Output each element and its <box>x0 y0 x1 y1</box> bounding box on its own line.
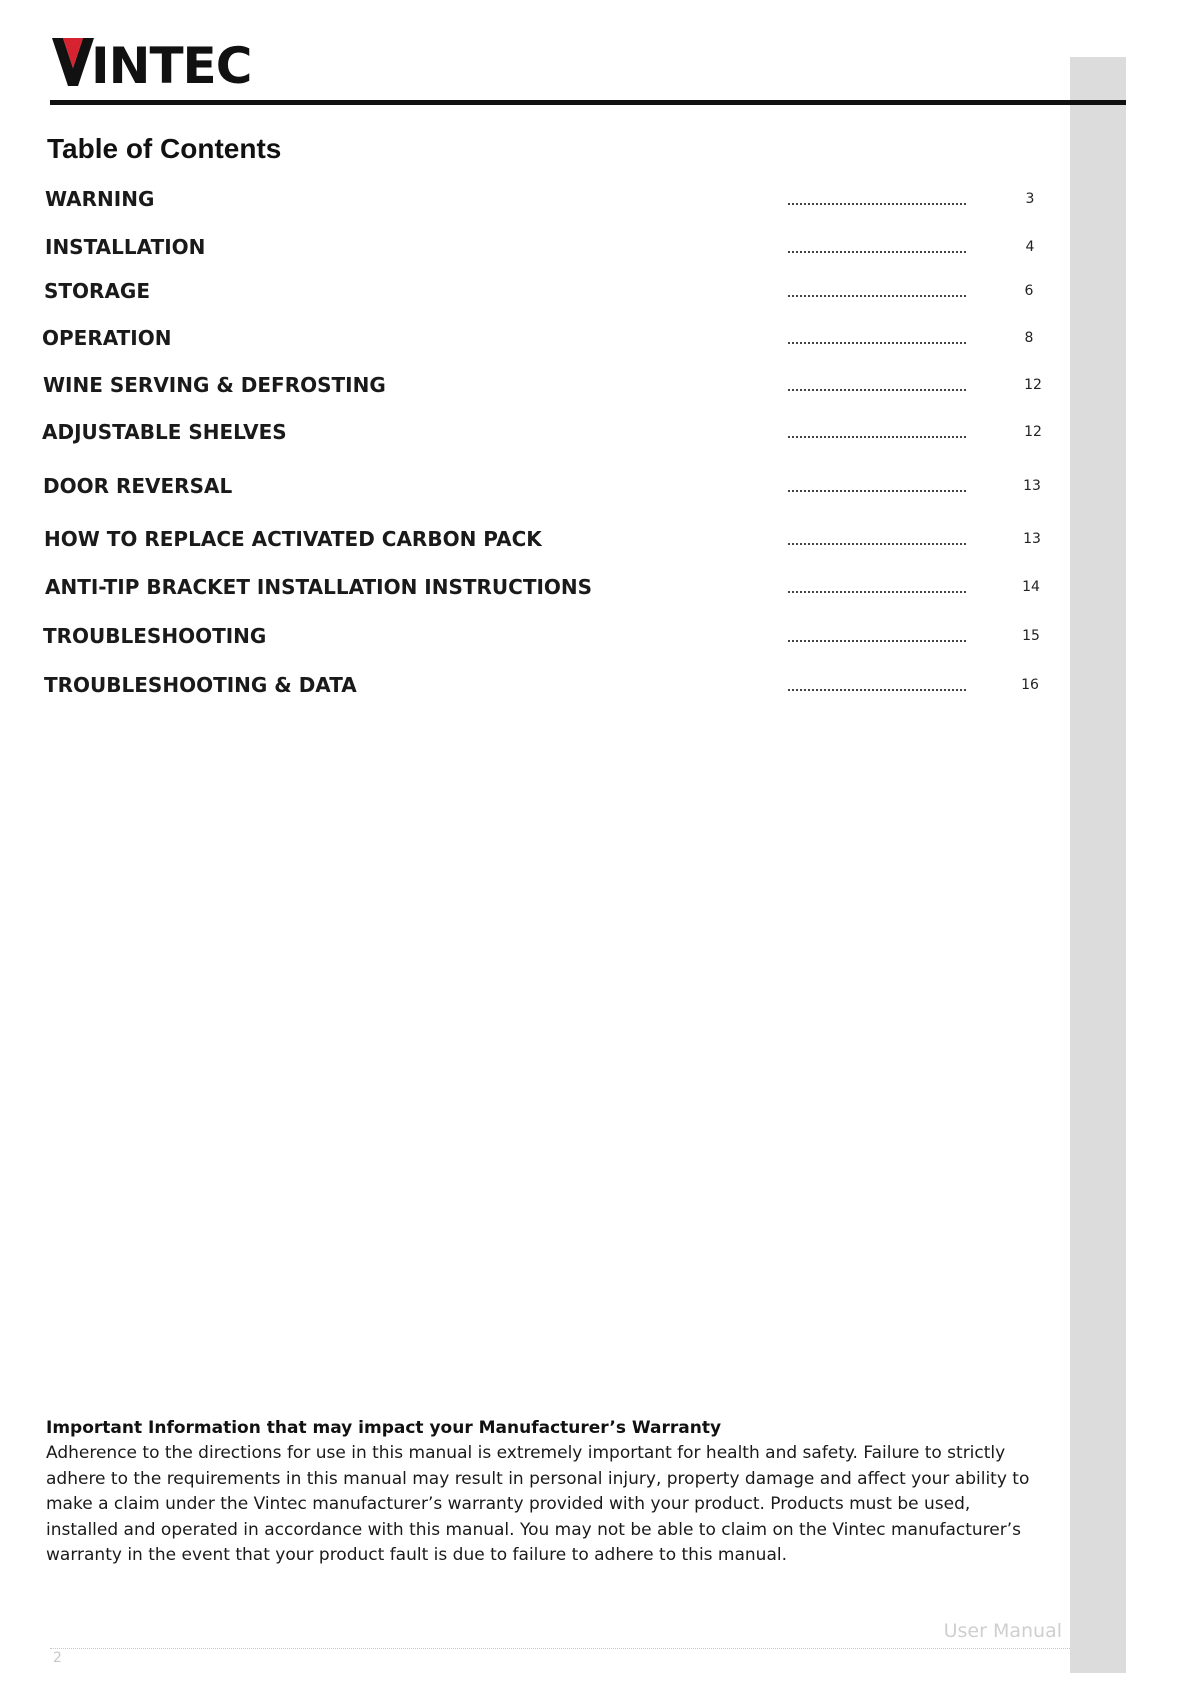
toc-dot-leader <box>788 490 966 492</box>
toc-page-number: 16 <box>1021 677 1039 693</box>
toc-page-number: 15 <box>1022 628 1040 644</box>
warranty-line: warranty in the event that your product fault is due to failure to adhere to this manual. <box>46 1545 788 1566</box>
toc-entry-label: WINE SERVING & DEFROSTING <box>43 373 386 397</box>
toc-entry-operation[interactable] <box>0 323 1060 353</box>
toc-dot-leader <box>788 689 966 691</box>
toc-entry-label: TROUBLESHOOTING <box>43 624 267 648</box>
warranty-title: Important Information that may impact your Manufacturer’s Warranty <box>46 1418 722 1438</box>
toc-entry-label: INSTALLATION <box>45 235 206 259</box>
toc-entry-adjustable-shelves[interactable] <box>0 417 1060 447</box>
vintec-logo <box>52 34 252 95</box>
footer-user-manual-label: User Manual <box>943 1620 1062 1642</box>
warranty-line: installed and operated in accordance with this manual. You may not be able to claim on the Vintec manufacturer’s <box>46 1519 1022 1540</box>
toc-entry-replace-carbon-pack[interactable] <box>0 524 1060 554</box>
toc-page-number: 6 <box>1024 283 1034 299</box>
toc-dot-leader <box>788 640 966 642</box>
toc-entry-label: OPERATION <box>42 326 172 350</box>
toc-entry-anti-tip-bracket[interactable] <box>0 572 1060 602</box>
toc-page-number: 3 <box>1025 191 1035 207</box>
toc-entry-warning[interactable] <box>0 184 1060 214</box>
toc-entry-storage[interactable] <box>0 276 1060 306</box>
toc-heading: Table of Contents <box>47 133 282 164</box>
toc-page-number: 12 <box>1024 424 1042 440</box>
toc-dot-leader <box>788 342 966 344</box>
warranty-line: Adherence to the directions for use in this manual is extremely important for health and safety. Failure to strictly <box>46 1443 1006 1463</box>
toc-entry-door-reversal[interactable] <box>0 471 1060 501</box>
toc-page-number: 4 <box>1025 239 1035 255</box>
toc-entry-installation[interactable] <box>0 232 1060 262</box>
toc-entry-label: TROUBLESHOOTING & DATA <box>44 673 357 697</box>
toc-page-number: 13 <box>1023 531 1041 547</box>
toc-page-number: 12 <box>1024 377 1042 393</box>
warranty-line: adhere to the requirements in this manual may result in personal injury, property damage and affect your ability to <box>46 1468 1030 1489</box>
header-rule <box>50 100 1126 105</box>
toc-page-number: 13 <box>1023 478 1041 494</box>
footer-dotted-rule <box>50 1648 1070 1649</box>
toc-page-number: 8 <box>1024 330 1034 346</box>
toc-dot-leader <box>788 591 966 593</box>
toc-dot-leader <box>788 203 966 205</box>
page-number: 2 <box>53 1650 62 1666</box>
toc-entry-label: DOOR REVERSAL <box>43 474 233 498</box>
toc-entry-label: STORAGE <box>44 279 151 303</box>
toc-entry-label: HOW TO REPLACE ACTIVATED CARBON PACK <box>44 527 542 551</box>
warranty-body <box>46 1441 1046 1569</box>
toc-dot-leader <box>788 295 966 297</box>
warranty-line: make a claim under the Vintec manufacturer’s warranty provided with your product. Products must be used, <box>46 1494 971 1515</box>
toc-entry-wine-serving-defrosting[interactable] <box>0 370 1060 400</box>
toc-entry-label: ANTI-TIP BRACKET INSTALLATION INSTRUCTIONS <box>45 575 593 599</box>
logo-v-mark <box>52 38 94 86</box>
toc-dot-leader <box>788 251 966 253</box>
warranty-notice <box>46 1416 1046 1569</box>
toc-entry-label: WARNING <box>45 187 155 211</box>
toc-entry-troubleshooting[interactable] <box>0 621 1060 651</box>
side-bar-decoration <box>1070 57 1126 1673</box>
toc-dot-leader <box>788 436 966 438</box>
toc-page-number: 14 <box>1022 579 1040 595</box>
logo-wordmark: INTEC <box>91 37 252 95</box>
toc-dot-leader <box>788 389 966 391</box>
toc-entry-label: ADJUSTABLE SHELVES <box>42 420 287 444</box>
toc-entry-troubleshooting-data[interactable] <box>0 670 1060 700</box>
toc-dot-leader <box>788 543 966 545</box>
